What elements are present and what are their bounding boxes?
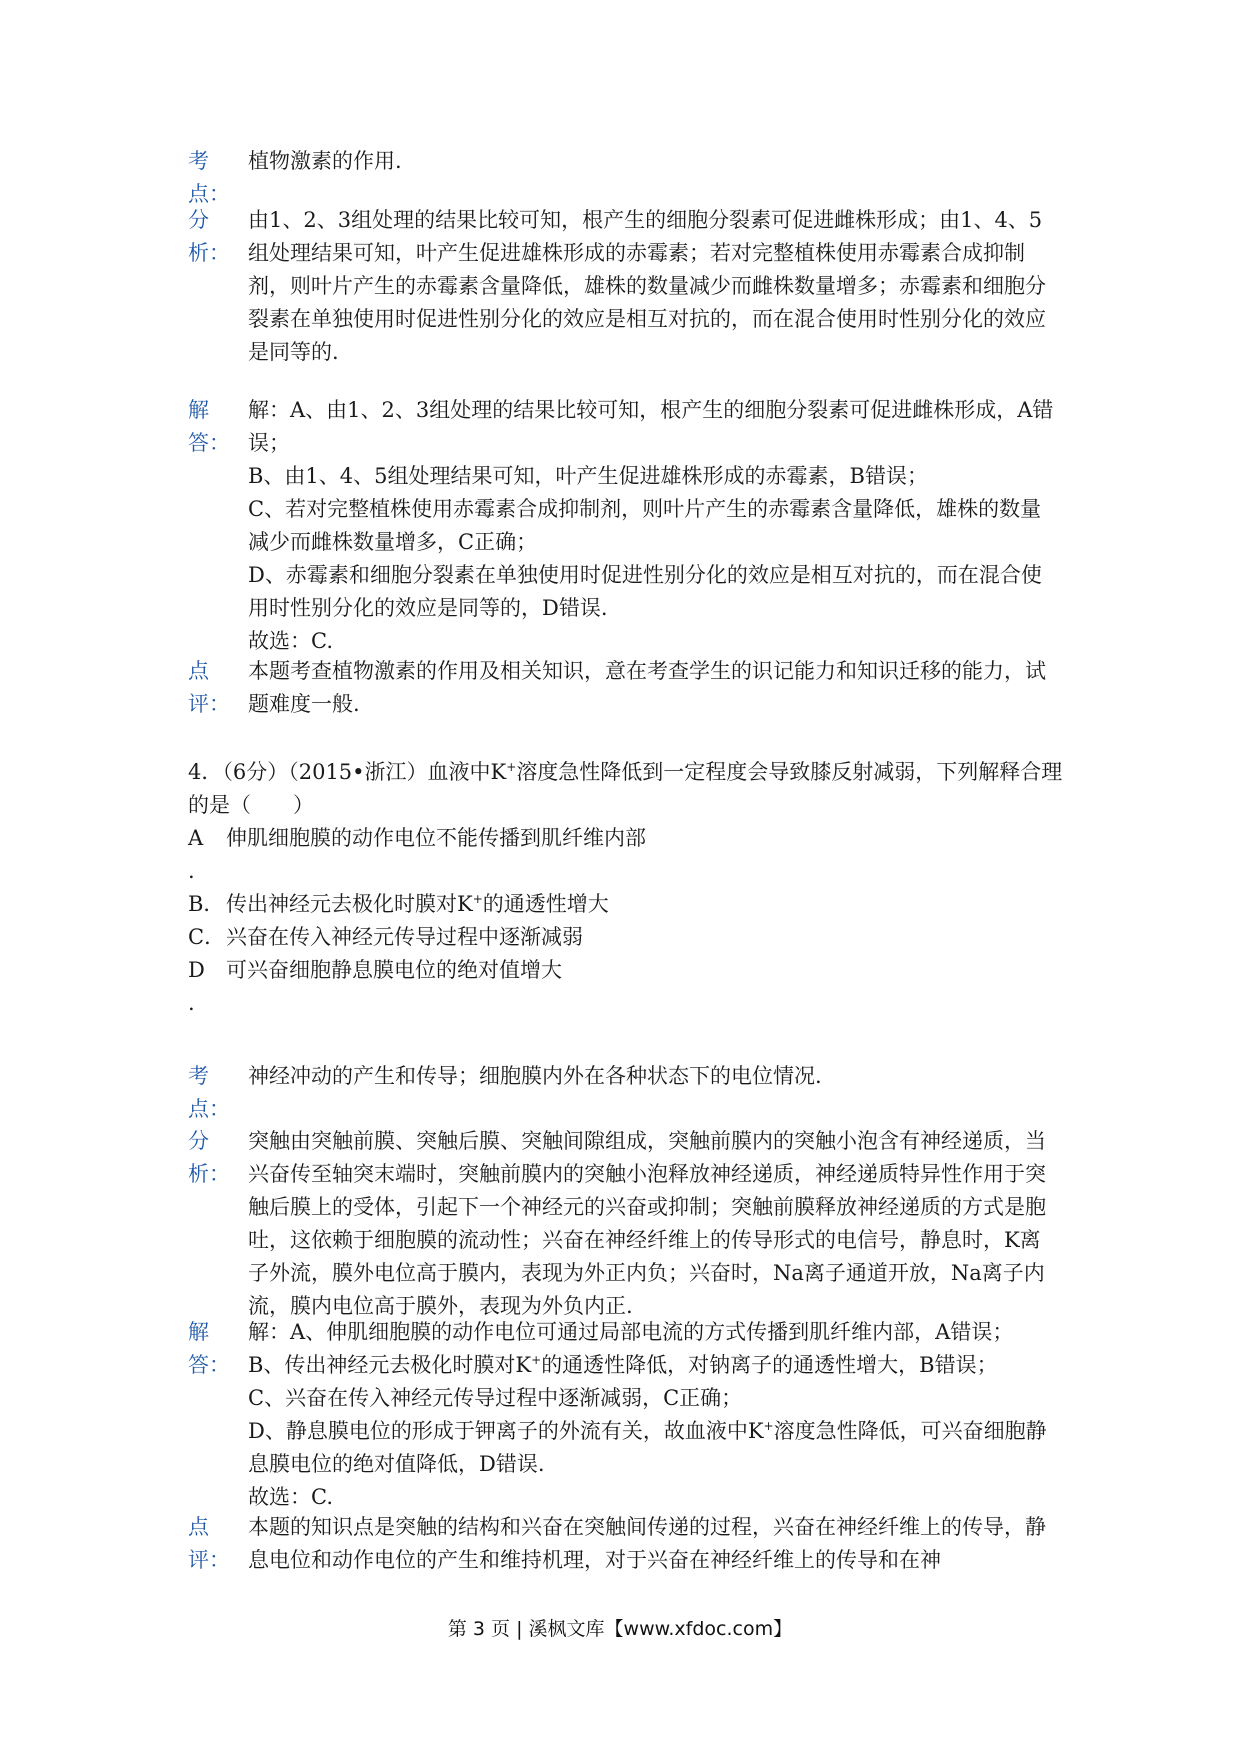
q3-kaodian: [188, 145, 1068, 211]
page-footer: 第 3 页 | 溪枫文库【www.xfdoc.com】: [447, 1618, 793, 1640]
stem-part: 4．（6分）（2015•浙江）血液中K: [188, 760, 507, 784]
option-text: 传出神经元去极化时膜对K+的通透性增大: [226, 892, 609, 916]
q3-dianping: [188, 655, 1068, 721]
fenxi-label: 分 析：: [188, 208, 230, 265]
option-d: [188, 954, 1068, 1020]
option-text: 兴奋在传入神经元传导过程中逐渐减弱: [226, 925, 583, 949]
jieda-line: C、若对完整植株使用赤霉素合成抑制剂，则叶片产生的赤霉素含量降低，雄株的数量减少而雌株数量增多，C正确；: [248, 497, 1042, 554]
q4-question: [188, 756, 1068, 1020]
q4-kaodian: [188, 1060, 1068, 1126]
stem-sup: +: [506, 760, 517, 774]
q4-dianping: [188, 1511, 1068, 1577]
q4-fenxi: [188, 1125, 1068, 1323]
q4-jieda: [188, 1316, 1068, 1514]
kaodian-text: 植物激素的作用.: [248, 149, 402, 173]
jieda-line: B、由1、4、5组处理结果可知，叶产生促进雄株形成的赤霉素，B错误；: [248, 464, 928, 488]
q4-stem: [188, 756, 1068, 822]
fenxi-text: 由1、2、3组处理的结果比较可知，根产生的细胞分裂素可促进雌株形成；由1、4、5组处理结果可知，叶产生促进雄株形成的赤霉素；若对完整植株使用赤霉素合成抑制剂，则叶片产生的赤霉素含量降低，雄株的数量减少而雌株数量增多；赤霉素和细胞分裂素在单独使用时促进性别分化的效应是相互对抗的，而在混合使用时性别分化的效应是同等的.: [248, 208, 1046, 364]
option-label: A .: [188, 826, 204, 883]
dianping-label: 点 评：: [188, 659, 230, 716]
dianping-text: 本题的知识点是突触的结构和兴奋在突触间传递的过程，兴奋在神经纤维上的传导，静息电位和动作电位的产生和维持机理，对于兴奋在神经纤维上的传导和在神: [248, 1515, 1046, 1572]
jieda-line: D、静息膜电位的形成于钾离子的外流有关，故血液中K+溶度急性降低，可兴奋细胞静息膜电位的绝对值降低，D错误.: [248, 1419, 1047, 1476]
jieda-line: C、兴奋在传入神经元传导过程中逐渐减弱，C正确；: [248, 1386, 743, 1410]
jieda-line: 故选：C.: [248, 629, 333, 653]
dianping-text: 本题考查植物激素的作用及相关知识，意在考查学生的识记能力和知识迁移的能力，试题难度一般.: [248, 659, 1046, 716]
option-label: B．: [188, 892, 225, 916]
q3-fenxi: [188, 204, 1068, 369]
fenxi-label: 分 析：: [188, 1129, 230, 1186]
jieda-line: D、赤霉素和细胞分裂素在单独使用时促进性别分化的效应是相互对抗的，而在混合使用时性别分化的效应是同等的，D错误.: [248, 563, 1042, 620]
fenxi-text: 突触由突触前膜、突触后膜、突触间隙组成，突触前膜内的突触小泡含有神经递质，当兴奋传至轴突末端时，突触前膜内的突触小泡释放神经递质，神经递质特异性作用于突触后膜上的受体，引起下一个神经元的兴奋或抑制；突触前膜释放神经递质的方式是胞吐，这依赖于细胞膜的流动性；兴奋在神经纤维上的传导形式的电信号，静息时，K离子外流，膜外电位高于膜内，表现为外正内负；兴奋时，Na离子通道开放，Na离子内流，膜内电位高于膜外，表现为外负内正.: [248, 1129, 1046, 1318]
jieda-line: 故选：C.: [248, 1485, 333, 1509]
jieda-line: B、传出神经元去极化时膜对K+的通透性降低，对钠离子的通透性增大，B错误；: [248, 1353, 998, 1377]
dianping-label: 点 评：: [188, 1515, 230, 1572]
option-text: 可兴奋细胞静息膜电位的绝对值增大: [226, 958, 562, 982]
option-label: D .: [188, 958, 205, 1015]
kaodian-label: 考 点：: [188, 149, 230, 206]
jieda-body: [248, 394, 1054, 658]
jieda-body: [248, 1316, 1054, 1514]
option-c: [188, 921, 1068, 954]
option-text: 伸肌细胞膜的动作电位不能传播到肌纤维内部: [226, 826, 646, 850]
jieda-line: 解：A、伸肌细胞膜的动作电位可通过局部电流的方式传播到肌纤维内部，A错误；: [248, 1320, 1014, 1344]
jieda-line: 解：A、由1、2、3组处理的结果比较可知，根产生的细胞分裂素可促进雌株形成，A错误；: [248, 398, 1054, 455]
option-a: [188, 822, 1068, 888]
stem-part: 溶度急性降低到一定程度会导致膝反射减弱，下列解释合理的是（ ）: [188, 760, 1063, 817]
q3-jieda: [188, 394, 1068, 658]
kaodian-text: 神经冲动的产生和传导；细胞膜内外在各种状态下的电位情况.: [248, 1064, 822, 1088]
option-label: C．: [188, 925, 226, 949]
jieda-label: 解 答：: [188, 1320, 230, 1377]
kaodian-label: 考 点：: [188, 1064, 230, 1121]
jieda-label: 解 答：: [188, 398, 230, 455]
option-b: [188, 888, 1068, 921]
